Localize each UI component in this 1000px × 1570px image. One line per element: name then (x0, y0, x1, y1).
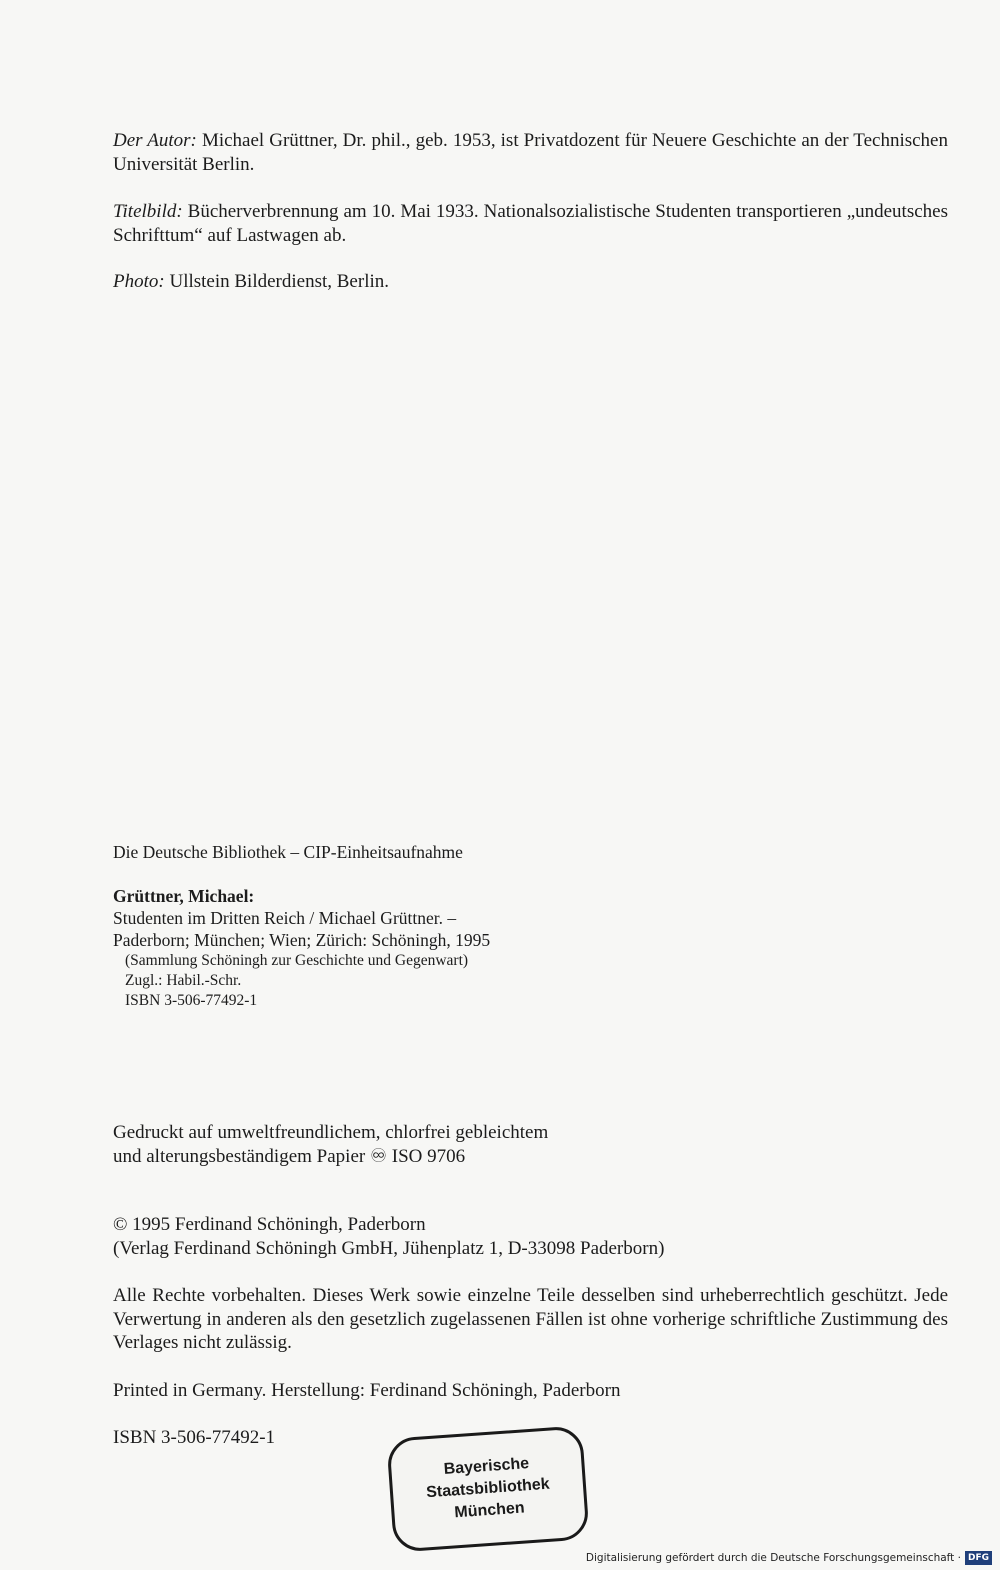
stamp-line3: München (453, 1499, 526, 1522)
cover-note-text: Bücherverbrennung am 10. Mai 1933. Nationalsozialistische Studenten transportieren „undeutsches Schrifttum“ auf Lastwagen ab. (113, 201, 948, 246)
cover-note (113, 200, 948, 247)
library-stamp (386, 1425, 589, 1552)
isbn-text: ISBN 3-506-77492-1 (113, 1427, 276, 1448)
copyright-line1: © 1995 Ferdinand Schöningh, Paderborn (113, 1214, 426, 1235)
cip-record (113, 841, 948, 1011)
author-note-text: Michael Grüttner, Dr. phil., geb. 1953, ist Privatdozent für Neuere Geschichte an der Technischen Universität Berlin. (113, 130, 948, 175)
cip-author: Grüttner, Michael: (113, 886, 255, 906)
cip-thesis: Zugl.: Habil.-Schr. (125, 972, 242, 989)
copyright-line2: (Verlag Ferdinand Schöningh GmbH, Jühenplatz 1, D-33098 Paderborn) (113, 1237, 665, 1259)
photo-note-text: Ullstein Bilderdienst, Berlin. (169, 271, 389, 292)
photo-note (113, 270, 948, 294)
cover-note-label: Titelbild: (113, 201, 183, 222)
paper-note-line2: und alterungsbeständigem Papier ♾ ISO 9706 (113, 1145, 466, 1167)
printed-note (113, 1379, 948, 1403)
paper-note (113, 1121, 948, 1168)
photo-note-label: Photo: (113, 271, 165, 292)
cip-title-line: Studenten im Dritten Reich / Michael Grüttner. – (113, 908, 457, 928)
printed-text: Printed in Germany. Herstellung: Ferdinand Schöningh, Paderborn (113, 1380, 621, 1401)
cip-isbn: ISBN 3-506-77492-1 (125, 992, 258, 1009)
stamp-line2: Staatsbibliothek (425, 1475, 551, 1502)
copyright (113, 1213, 948, 1260)
cip-imprint-line: Paderborn; München; Wien; Zürich: Schöningh, 1995 (113, 930, 491, 950)
rights-notice (113, 1284, 948, 1355)
cip-heading: Die Deutsche Bibliothek – CIP-Einheitsaufnahme (113, 842, 463, 862)
author-note-label: Der Autor: (113, 130, 197, 151)
stamp-line1: Bayerische (443, 1455, 530, 1479)
footer-text: Digitalisierung gefördert durch die Deutsche Forschungsgemeinschaft · (585, 1552, 961, 1564)
digitization-footer (586, 1551, 992, 1565)
author-note (113, 129, 948, 176)
paper-note-line1: Gedruckt auf umweltfreundlichem, chlorfrei gebleichtem (113, 1122, 549, 1143)
cip-series: (Sammlung Schöningh zur Geschichte und Gegenwart) (125, 952, 469, 969)
rights-text: Alle Rechte vorbehalten. Dieses Werk sowie einzelne Teile desselben sind urheberrechtlich geschützt. Jede Verwertung in anderen als den gesetzlich zugelassenen Fällen ist ohne vorherige schriftliche Zustimmung des Verlages nicht zulässig. (113, 1285, 948, 1353)
dfg-logo: DFG (965, 1551, 992, 1565)
